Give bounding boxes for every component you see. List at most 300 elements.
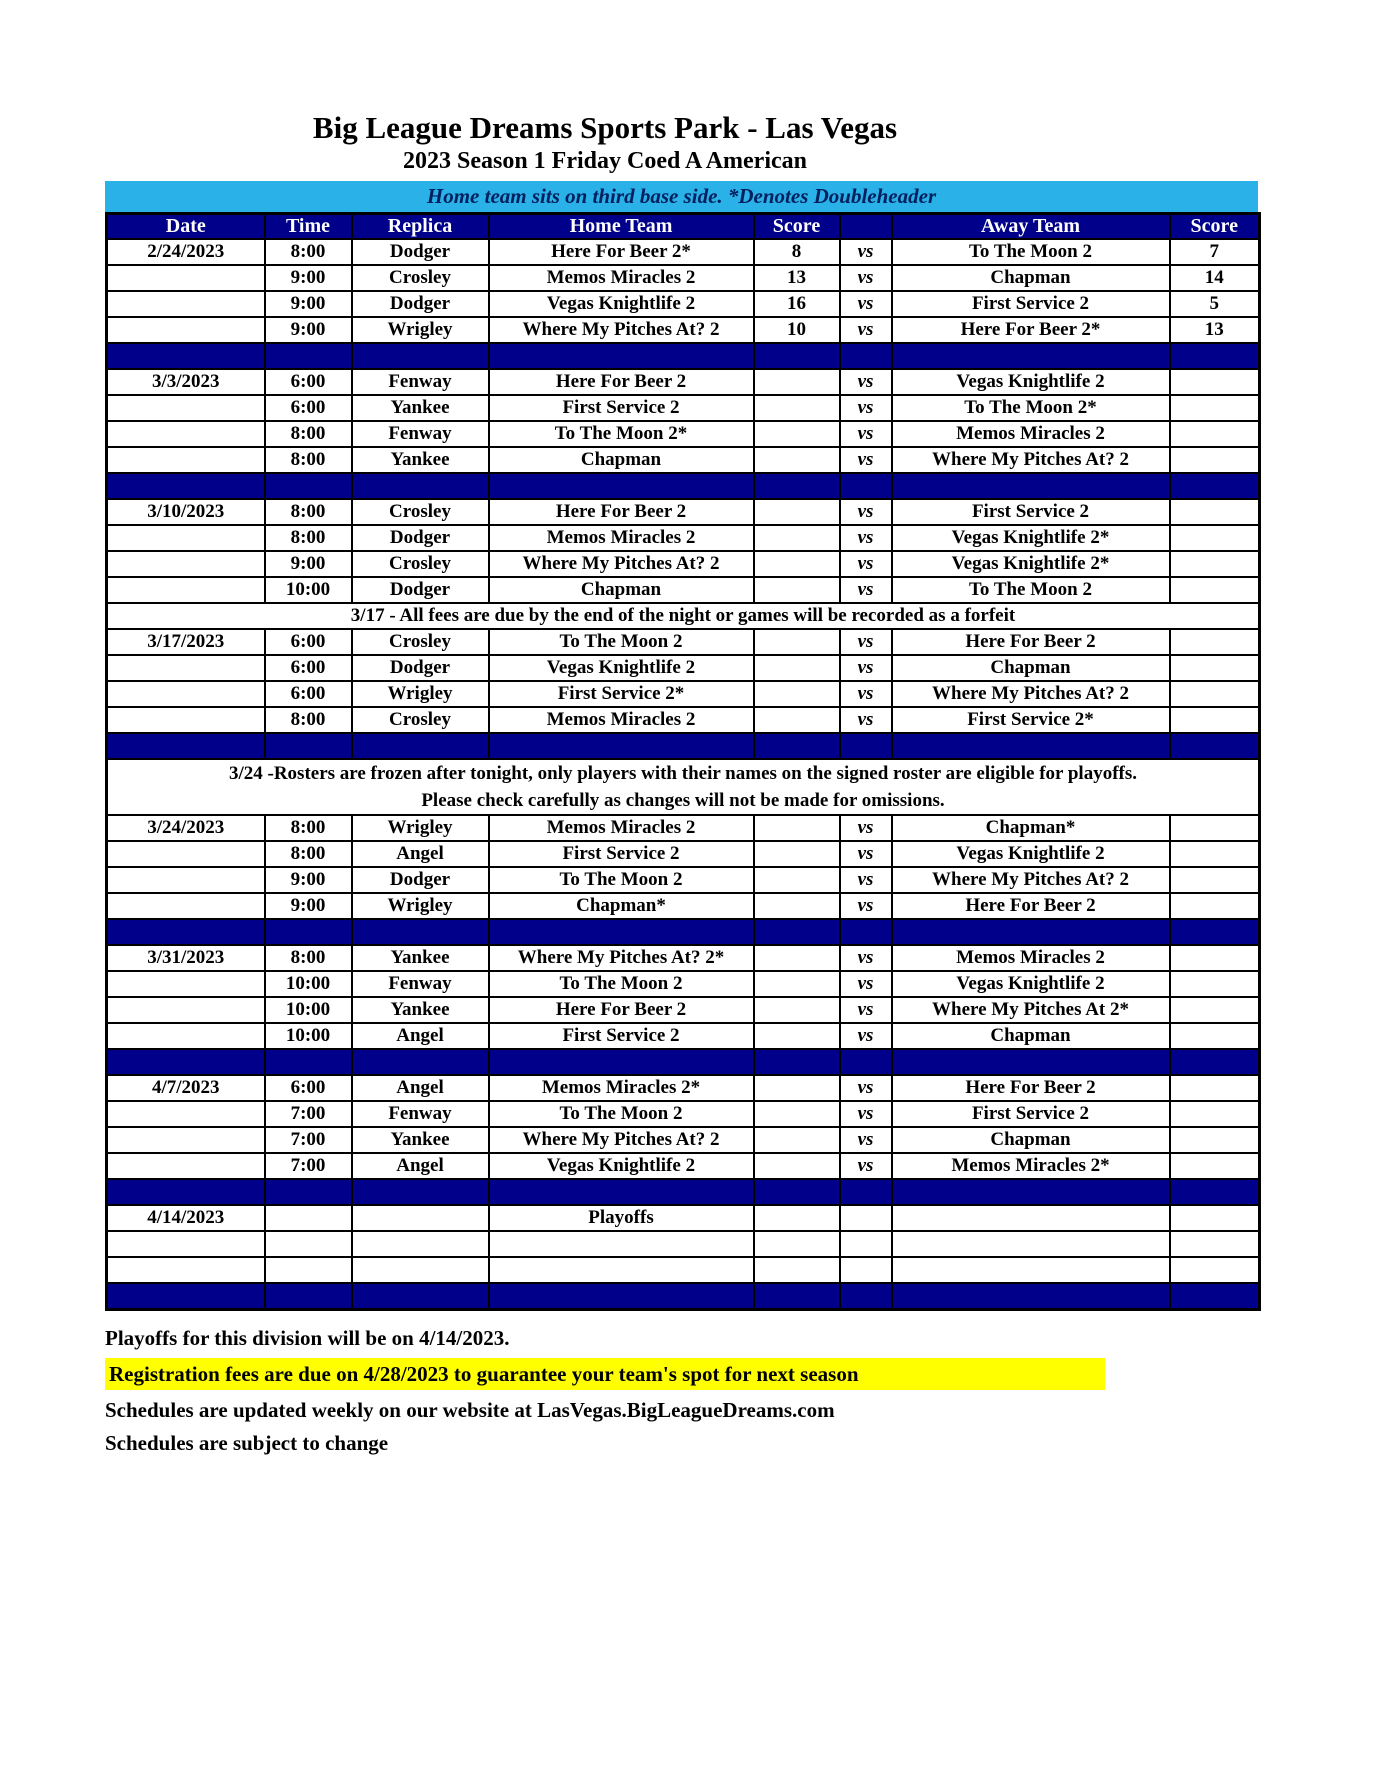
separator-cell — [840, 919, 892, 945]
away-score-cell — [1170, 499, 1260, 525]
game-row — [107, 893, 1260, 919]
separator-cell — [265, 733, 352, 759]
game-row — [107, 499, 1260, 525]
away-score-cell — [1170, 1023, 1260, 1049]
date-cell — [107, 681, 265, 707]
home-score-cell — [754, 681, 840, 707]
vs-cell: vs — [840, 629, 892, 655]
home-team-cell: Playoffs — [489, 1205, 754, 1231]
away-score-cell — [1170, 841, 1260, 867]
away-score-cell — [1170, 1205, 1260, 1231]
away-team-cell: Vegas Knightlife 2 — [892, 369, 1170, 395]
vs-cell: vs — [840, 447, 892, 473]
game-row — [107, 707, 1260, 733]
footer-line-website: Schedules are updated weekly on our website at LasVegas.BigLeagueDreams.com — [105, 1398, 835, 1423]
vs-cell: vs — [840, 867, 892, 893]
separator-cell — [892, 1049, 1170, 1075]
separator-row — [107, 343, 1260, 369]
time-cell: 6:00 — [265, 655, 352, 681]
separator-cell — [352, 343, 489, 369]
date-cell — [107, 395, 265, 421]
separator-cell — [892, 919, 1170, 945]
home-team-cell: First Service 2 — [489, 395, 754, 421]
home-score-cell: 8 — [754, 239, 840, 265]
separator-row — [107, 733, 1260, 759]
game-row — [107, 1101, 1260, 1127]
separator-cell — [1170, 343, 1260, 369]
time-cell: 8:00 — [265, 499, 352, 525]
separator-cell — [754, 343, 840, 369]
date-cell — [107, 1127, 265, 1153]
date-cell — [107, 1257, 265, 1283]
separator-cell — [840, 1049, 892, 1075]
home-team-cell: Here For Beer 2 — [489, 499, 754, 525]
home-score-cell — [754, 499, 840, 525]
game-row — [107, 1153, 1260, 1179]
separator-cell — [840, 343, 892, 369]
vs-cell: vs — [840, 577, 892, 603]
home-score-cell — [754, 551, 840, 577]
replica-cell: Crosley — [352, 499, 489, 525]
away-score-cell — [1170, 893, 1260, 919]
home-score-cell — [754, 867, 840, 893]
away-team-cell: Chapman — [892, 1127, 1170, 1153]
fees-notice-cell: 3/17 - All fees are due by the end of the night or games will be recorded as a forfeit — [107, 603, 1260, 629]
time-cell: 9:00 — [265, 291, 352, 317]
home-team-cell: Chapman — [489, 577, 754, 603]
home-score-cell — [754, 655, 840, 681]
separator-cell — [892, 1283, 1170, 1309]
date-cell: 3/31/2023 — [107, 945, 265, 971]
away-score-cell — [1170, 629, 1260, 655]
home-team-cell: Here For Beer 2 — [489, 997, 754, 1023]
separator-cell — [1170, 919, 1260, 945]
home-team-cell: First Service 2* — [489, 681, 754, 707]
replica-cell: Crosley — [352, 551, 489, 577]
separator-cell — [754, 733, 840, 759]
time-cell — [265, 1257, 352, 1283]
home-score-cell — [754, 395, 840, 421]
replica-cell: Fenway — [352, 369, 489, 395]
vs-cell: vs — [840, 551, 892, 577]
vs-cell: vs — [840, 997, 892, 1023]
away-team-cell: Memos Miracles 2 — [892, 421, 1170, 447]
home-team-cell: Where My Pitches At? 2 — [489, 551, 754, 577]
date-cell: 4/7/2023 — [107, 1075, 265, 1101]
separator-cell — [489, 473, 754, 499]
date-cell — [107, 1023, 265, 1049]
away-team-cell: Here For Beer 2 — [892, 629, 1170, 655]
time-cell: 8:00 — [265, 239, 352, 265]
vs-cell: vs — [840, 421, 892, 447]
date-cell — [107, 1153, 265, 1179]
home-score-cell — [754, 707, 840, 733]
home-score-cell — [754, 945, 840, 971]
separator-row — [107, 1049, 1260, 1075]
home-team-cell: To The Moon 2 — [489, 867, 754, 893]
time-cell: 9:00 — [265, 265, 352, 291]
date-cell: 2/24/2023 — [107, 239, 265, 265]
away-team-cell: First Service 2 — [892, 499, 1170, 525]
separator-cell — [107, 1179, 265, 1205]
home-score-cell: 10 — [754, 317, 840, 343]
vs-cell: vs — [840, 707, 892, 733]
replica-cell: Angel — [352, 841, 489, 867]
away-score-cell — [1170, 369, 1260, 395]
date-cell — [107, 421, 265, 447]
col-header-away-score: Score — [1170, 213, 1260, 239]
separator-cell — [107, 1283, 265, 1309]
replica-cell — [352, 1257, 489, 1283]
separator-cell — [489, 1283, 754, 1309]
away-team-cell: Vegas Knightlife 2 — [892, 971, 1170, 997]
footer-line-registration: Registration fees are due on 4/28/2023 to guarantee your team's spot for next season — [105, 1358, 1105, 1390]
away-score-cell — [1170, 1257, 1260, 1283]
away-team-cell — [892, 1231, 1170, 1257]
replica-cell — [352, 1231, 489, 1257]
separator-cell — [107, 919, 265, 945]
vs-cell: vs — [840, 841, 892, 867]
vs-cell — [840, 1205, 892, 1231]
away-team-cell: Chapman — [892, 1023, 1170, 1049]
away-score-cell — [1170, 707, 1260, 733]
game-row — [107, 841, 1260, 867]
vs-cell — [840, 1231, 892, 1257]
away-score-cell: 7 — [1170, 239, 1260, 265]
separator-row — [107, 919, 1260, 945]
home-score-cell: 13 — [754, 265, 840, 291]
separator-cell — [840, 473, 892, 499]
game-row — [107, 1205, 1260, 1231]
col-header-away-team: Away Team — [892, 213, 1170, 239]
away-score-cell — [1170, 395, 1260, 421]
separator-cell — [1170, 1179, 1260, 1205]
time-cell: 10:00 — [265, 997, 352, 1023]
time-cell: 8:00 — [265, 945, 352, 971]
vs-cell: vs — [840, 815, 892, 841]
away-team-cell: To The Moon 2 — [892, 239, 1170, 265]
time-cell: 9:00 — [265, 551, 352, 577]
time-cell: 10:00 — [265, 1023, 352, 1049]
separator-cell — [840, 733, 892, 759]
time-cell: 6:00 — [265, 395, 352, 421]
date-cell: 3/17/2023 — [107, 629, 265, 655]
replica-cell: Crosley — [352, 707, 489, 733]
game-row — [107, 1075, 1260, 1101]
separator-cell — [265, 1283, 352, 1309]
vs-cell: vs — [840, 239, 892, 265]
home-team-cell: First Service 2 — [489, 841, 754, 867]
game-row — [107, 239, 1260, 265]
time-cell: 8:00 — [265, 447, 352, 473]
date-cell — [107, 551, 265, 577]
schedule-table-body — [107, 239, 1260, 1309]
date-cell — [107, 291, 265, 317]
home-score-cell — [754, 421, 840, 447]
game-row — [107, 867, 1260, 893]
home-score-cell — [754, 577, 840, 603]
time-cell — [265, 1205, 352, 1231]
game-row — [107, 421, 1260, 447]
vs-cell: vs — [840, 291, 892, 317]
replica-cell: Wrigley — [352, 317, 489, 343]
home-score-cell — [754, 447, 840, 473]
replica-cell: Dodger — [352, 655, 489, 681]
game-row — [107, 971, 1260, 997]
vs-cell: vs — [840, 525, 892, 551]
separator-cell — [265, 1049, 352, 1075]
time-cell: 9:00 — [265, 867, 352, 893]
game-row — [107, 629, 1260, 655]
game-row — [107, 997, 1260, 1023]
time-cell: 6:00 — [265, 369, 352, 395]
time-cell: 8:00 — [265, 707, 352, 733]
date-cell — [107, 971, 265, 997]
vs-cell: vs — [840, 893, 892, 919]
separator-cell — [892, 733, 1170, 759]
date-cell — [107, 1101, 265, 1127]
vs-cell: vs — [840, 317, 892, 343]
away-team-cell: First Service 2 — [892, 1101, 1170, 1127]
replica-cell: Fenway — [352, 971, 489, 997]
separator-cell — [352, 733, 489, 759]
separator-cell — [107, 473, 265, 499]
roster-freeze-line: 3/24 -Rosters are frozen after tonight, only players with their names on the signed roster are eligible for playoffs. — [228, 763, 1138, 785]
vs-cell: vs — [840, 265, 892, 291]
home-team-cell: Memos Miracles 2 — [489, 707, 754, 733]
date-cell — [107, 1231, 265, 1257]
time-cell: 8:00 — [265, 841, 352, 867]
home-score-cell — [754, 1231, 840, 1257]
time-cell: 8:00 — [265, 815, 352, 841]
away-score-cell — [1170, 447, 1260, 473]
away-team-cell: First Service 2 — [892, 291, 1170, 317]
home-team-cell: Vegas Knightlife 2 — [489, 291, 754, 317]
time-cell — [265, 1231, 352, 1257]
date-cell: 4/14/2023 — [107, 1205, 265, 1231]
separator-cell — [840, 1179, 892, 1205]
replica-cell — [352, 1205, 489, 1231]
away-score-cell — [1170, 1101, 1260, 1127]
game-row — [107, 265, 1260, 291]
separator-cell — [489, 343, 754, 369]
separator-cell — [754, 919, 840, 945]
separator-cell — [352, 1283, 489, 1309]
home-score-cell — [754, 1075, 840, 1101]
home-team-cell: Memos Miracles 2 — [489, 525, 754, 551]
replica-cell: Wrigley — [352, 893, 489, 919]
date-cell — [107, 265, 265, 291]
home-team-cell: To The Moon 2 — [489, 971, 754, 997]
game-row — [107, 655, 1260, 681]
game-row — [107, 1127, 1260, 1153]
home-team-cell: Memos Miracles 2 — [489, 815, 754, 841]
col-header-vs — [840, 213, 892, 239]
page-subtitle: 2023 Season 1 Friday Coed A American — [402, 147, 807, 174]
away-team-cell: Vegas Knightlife 2 — [892, 841, 1170, 867]
replica-cell: Yankee — [352, 1127, 489, 1153]
home-score-cell — [754, 1205, 840, 1231]
vs-cell: vs — [840, 1075, 892, 1101]
separator-cell — [107, 733, 265, 759]
replica-cell: Crosley — [352, 629, 489, 655]
away-team-cell: To The Moon 2 — [892, 577, 1170, 603]
away-team-cell: Vegas Knightlife 2* — [892, 551, 1170, 577]
home-score-cell: 16 — [754, 291, 840, 317]
roster-freeze-cell — [107, 759, 1260, 815]
separator-cell — [489, 1049, 754, 1075]
schedule-content — [105, 0, 1258, 1464]
vs-cell: vs — [840, 369, 892, 395]
separator-cell — [754, 1049, 840, 1075]
vs-cell: vs — [840, 1023, 892, 1049]
separator-cell — [352, 473, 489, 499]
home-team-cell: Vegas Knightlife 2 — [489, 1153, 754, 1179]
home-team-cell: Here For Beer 2* — [489, 239, 754, 265]
date-cell: 3/3/2023 — [107, 369, 265, 395]
game-row — [107, 1257, 1260, 1283]
date-cell — [107, 841, 265, 867]
home-team-cell: Chapman* — [489, 893, 754, 919]
separator-cell — [1170, 473, 1260, 499]
replica-cell: Yankee — [352, 447, 489, 473]
date-cell — [107, 577, 265, 603]
replica-cell: Wrigley — [352, 681, 489, 707]
time-cell: 9:00 — [265, 893, 352, 919]
date-cell — [107, 317, 265, 343]
replica-cell: Yankee — [352, 997, 489, 1023]
home-team-cell — [489, 1257, 754, 1283]
replica-cell: Yankee — [352, 395, 489, 421]
away-score-cell — [1170, 681, 1260, 707]
col-header-replica: Replica — [352, 213, 489, 239]
time-cell: 10:00 — [265, 971, 352, 997]
date-cell: 3/24/2023 — [107, 815, 265, 841]
game-row — [107, 447, 1260, 473]
home-score-cell — [754, 841, 840, 867]
away-score-cell — [1170, 815, 1260, 841]
away-team-cell: To The Moon 2* — [892, 395, 1170, 421]
home-score-cell — [754, 1127, 840, 1153]
separator-cell — [489, 733, 754, 759]
time-cell: 6:00 — [265, 681, 352, 707]
vs-cell — [840, 1257, 892, 1283]
game-row — [107, 1023, 1260, 1049]
replica-cell: Crosley — [352, 265, 489, 291]
date-cell — [107, 893, 265, 919]
footer-notes — [105, 1325, 1258, 1457]
game-row — [107, 369, 1260, 395]
home-team-note-banner: Home team sits on third base side. *Denotes Doubleheader — [105, 181, 1258, 212]
game-row — [107, 317, 1260, 343]
roster-freeze-line: Please check carefully as changes will not be made for omissions. — [421, 790, 945, 812]
vs-cell: vs — [840, 945, 892, 971]
away-team-cell: Memos Miracles 2 — [892, 945, 1170, 971]
vs-cell: vs — [840, 655, 892, 681]
home-score-cell — [754, 997, 840, 1023]
away-team-cell: Here For Beer 2* — [892, 317, 1170, 343]
home-team-cell: Memos Miracles 2* — [489, 1075, 754, 1101]
game-row — [107, 577, 1260, 603]
replica-cell: Dodger — [352, 577, 489, 603]
game-row — [107, 681, 1260, 707]
replica-cell: Angel — [352, 1075, 489, 1101]
away-score-cell — [1170, 971, 1260, 997]
away-score-cell — [1170, 577, 1260, 603]
home-team-cell: Here For Beer 2 — [489, 369, 754, 395]
away-score-cell — [1170, 421, 1260, 447]
separator-cell — [352, 1049, 489, 1075]
away-team-cell: Where My Pitches At? 2 — [892, 447, 1170, 473]
home-score-cell — [754, 1023, 840, 1049]
away-score-cell — [1170, 655, 1260, 681]
vs-cell: vs — [840, 1101, 892, 1127]
date-cell — [107, 447, 265, 473]
vs-cell: vs — [840, 1127, 892, 1153]
separator-cell — [754, 1283, 840, 1309]
vs-cell: vs — [840, 395, 892, 421]
replica-cell: Wrigley — [352, 815, 489, 841]
table-header-row — [107, 213, 1260, 239]
home-score-cell — [754, 971, 840, 997]
game-row — [107, 525, 1260, 551]
separator-cell — [265, 1179, 352, 1205]
game-row — [107, 291, 1260, 317]
schedule-table — [105, 212, 1261, 1311]
separator-cell — [892, 473, 1170, 499]
away-team-cell: Here For Beer 2 — [892, 893, 1170, 919]
home-score-cell — [754, 893, 840, 919]
away-team-cell: Vegas Knightlife 2* — [892, 525, 1170, 551]
home-score-cell — [754, 525, 840, 551]
footer-line-playoffs: Playoffs for this division will be on 4/14/2023. — [105, 1325, 510, 1350]
away-score-cell — [1170, 551, 1260, 577]
away-score-cell — [1170, 945, 1260, 971]
separator-cell — [265, 919, 352, 945]
time-cell: 7:00 — [265, 1101, 352, 1127]
game-row — [107, 395, 1260, 421]
separator-row — [107, 473, 1260, 499]
separator-row — [107, 1179, 1260, 1205]
home-team-cell: Where My Pitches At? 2 — [489, 317, 754, 343]
separator-cell — [107, 343, 265, 369]
vs-cell: vs — [840, 1153, 892, 1179]
away-team-cell: First Service 2* — [892, 707, 1170, 733]
home-score-cell — [754, 629, 840, 655]
replica-cell: Angel — [352, 1023, 489, 1049]
separator-cell — [1170, 1283, 1260, 1309]
time-cell: 7:00 — [265, 1153, 352, 1179]
game-row — [107, 1231, 1260, 1257]
replica-cell: Yankee — [352, 945, 489, 971]
date-cell — [107, 867, 265, 893]
away-team-cell: Where My Pitches At? 2 — [892, 681, 1170, 707]
away-score-cell: 13 — [1170, 317, 1260, 343]
col-header-time: Time — [265, 213, 352, 239]
vs-cell: vs — [840, 681, 892, 707]
separator-cell — [754, 473, 840, 499]
home-team-cell: Vegas Knightlife 2 — [489, 655, 754, 681]
away-score-cell: 5 — [1170, 291, 1260, 317]
away-score-cell — [1170, 1231, 1260, 1257]
separator-cell — [489, 1179, 754, 1205]
away-score-cell — [1170, 867, 1260, 893]
separator-cell — [265, 473, 352, 499]
game-row — [107, 815, 1260, 841]
date-cell — [107, 707, 265, 733]
separator-cell — [754, 1179, 840, 1205]
time-cell: 6:00 — [265, 629, 352, 655]
